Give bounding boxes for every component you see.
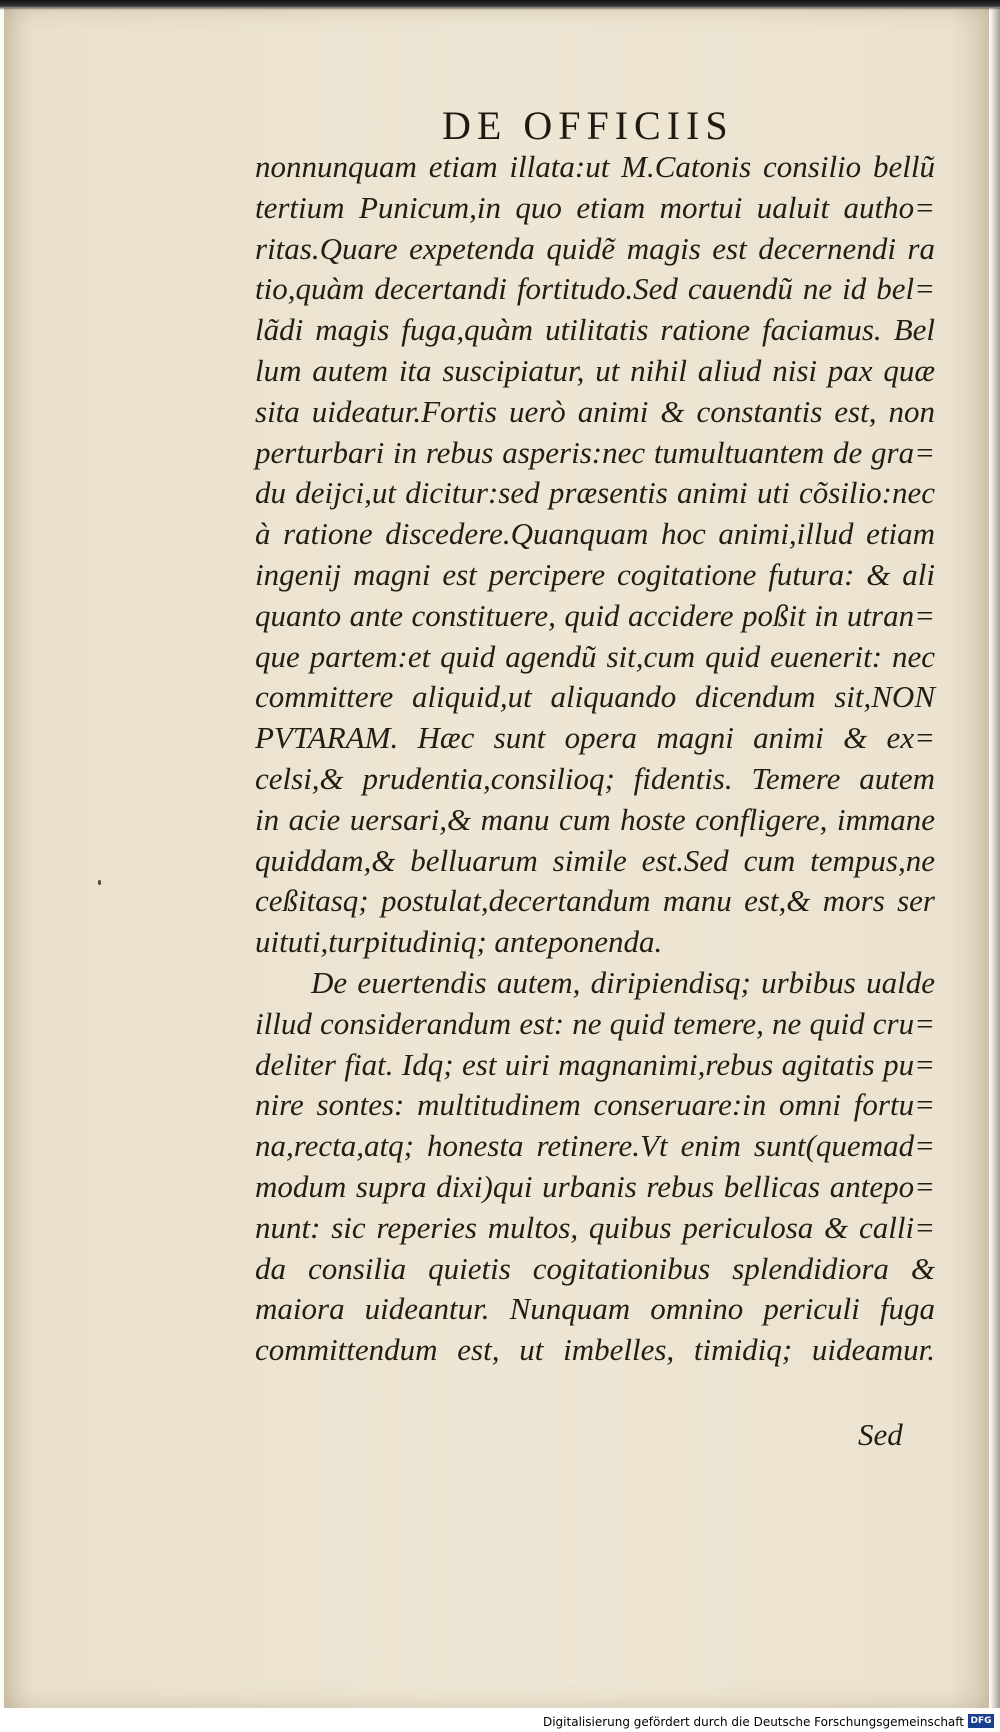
footer-bar (0, 1708, 1000, 1732)
text-line-5: lãdi magis fuga,quàm utilitatis ratione faciamus. Bel (255, 312, 935, 348)
catchword: Sed (858, 1417, 903, 1452)
text-line-18: quiddam,& belluarum simile est.Sed cum tempus,ne (255, 842, 935, 878)
text-line-24: nire sontes: multitudinem conseruare:in omni fortu= (255, 1087, 935, 1123)
text-line-11: ingenij magni est percipere cogitatione futura: & ali (255, 556, 935, 592)
text-line-3: ritas.Quare expetenda quidẽ magis est decernendi ra (255, 230, 935, 266)
text-line-1: nonnunquam etiam illata:ut M.Catonis consilio bellũ (255, 149, 935, 184)
text-block (255, 147, 935, 1371)
text-line-8: perturbari in rebus asperis:nec tumultuantem de gra= (255, 434, 935, 470)
text-line-28: da consilia quietis cogitationibus splendidiora & (255, 1250, 935, 1286)
paper-speck (98, 880, 101, 885)
text-line-6: lum autem ita suscipiatur, ut nihil aliud nisi pax quæ (255, 352, 935, 388)
text-line-17: in acie uersari,& manu cum hoste confligere, immane (255, 801, 935, 837)
text-line-23: deliter fiat. Idq; est uiri magnanimi,rebus agitatis pu= (255, 1046, 935, 1082)
running-head: DE OFFICIIS (442, 103, 734, 148)
text-line-4: tio,quàm decertandi fortitudo.Sed cauendũ ne id bel= (255, 271, 935, 307)
text-line-25: na,recta,atq; honesta retinere.Vt enim sunt(quemad= (255, 1128, 935, 1164)
dfg-logo-icon: DFG (968, 1714, 994, 1728)
text-line-27: nunt: sic reperies multos, quibus periculosa & calli= (255, 1209, 935, 1245)
text-line-16: celsi,& prudentia,consilioq; fidentis. Temere autem (255, 760, 935, 796)
text-line-30: committendum est, ut imbelles, timidiq; uideamur. (255, 1332, 935, 1368)
footer-credit: Digitalisierung gefördert durch die Deutsche Forschungsgemeinschaft (542, 1715, 964, 1729)
text-line-26: modum supra dixi)qui urbanis rebus bellicas antepo= (255, 1168, 935, 1204)
text-line-7: sita uideatur.Fortis uerò animi & constantis est, non (255, 393, 935, 429)
text-line-12: quanto ante constituere, quid accidere poßit in utran= (255, 597, 935, 633)
text-line-20: uituti,turpitudiniq; anteponenda. (255, 924, 663, 960)
text-line-21: De euertendis autem, diripiendisq; urbibus ualde (311, 964, 935, 1000)
text-line-9: du deijci,ut dicitur:sed præsentis animi uti cõsilio:nec (255, 475, 935, 511)
text-line-15: PVTARAM. Hæc sunt opera magni animi & ex= (255, 720, 935, 756)
text-line-22: illud considerandum est: ne quid temere, ne quid cru= (255, 1005, 935, 1041)
text-line-29: maiora uideantur. Nunquam omnino periculi fuga (255, 1291, 935, 1327)
text-line-14: committere aliquid,ut aliquando dicendum sit,NON (255, 679, 935, 715)
text-line-10: à ratione discedere.Quanquam hoc animi,illud etiam (255, 516, 935, 552)
scan-top-edge (0, 0, 1000, 10)
text-line-2: tertium Punicum,in quo etiam mortui ualuit autho= (255, 189, 935, 225)
text-line-19: ceßitasq; postulat,decertandum manu est,& mors ser (255, 883, 935, 919)
text-line-13: que partem:et quid agendũ sit,cum quid euenerit: nec (255, 638, 935, 674)
page-gutter-shadow (990, 8, 1000, 1708)
